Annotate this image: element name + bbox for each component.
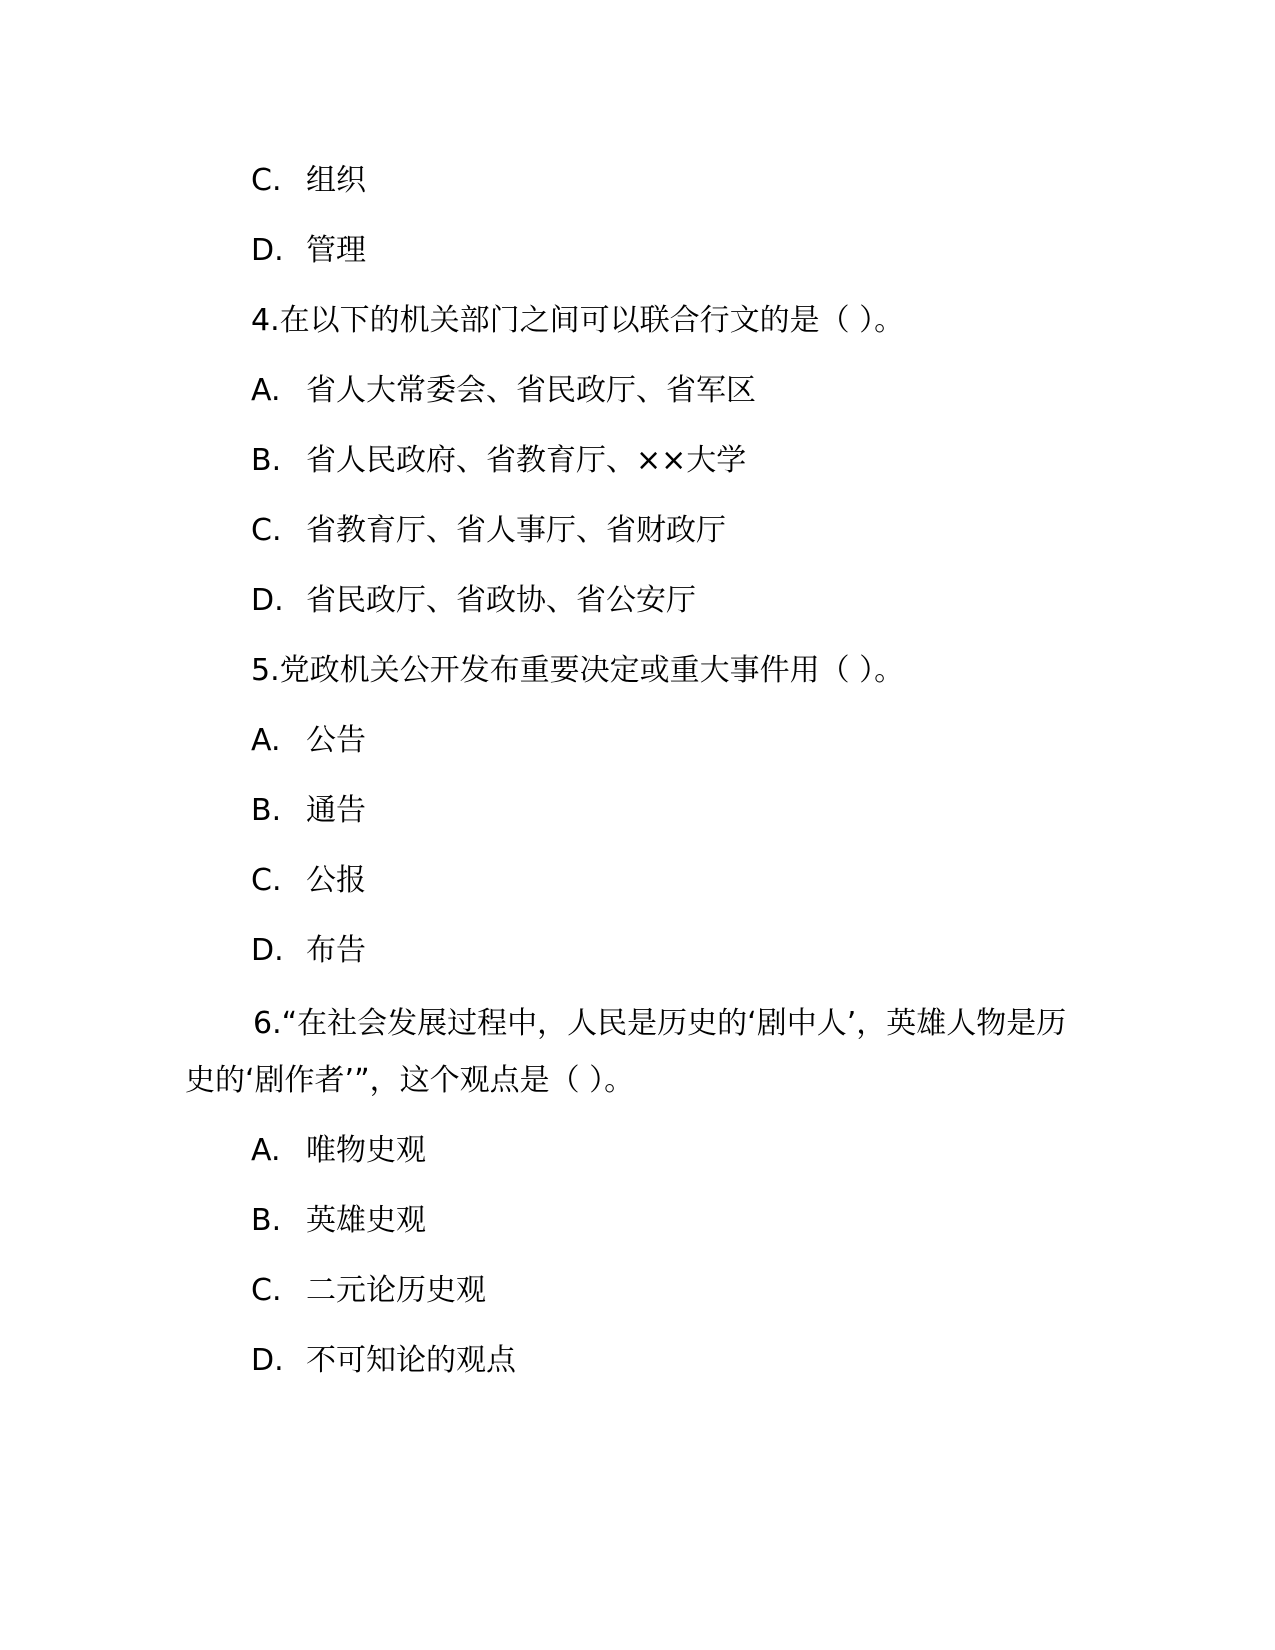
- option-letter: A.: [251, 373, 281, 408]
- option-prev-d: [251, 231, 366, 271]
- question-4-option-d: [251, 581, 696, 621]
- question-6-option-a: [251, 1131, 426, 1171]
- option-prev-c: [251, 161, 366, 201]
- option-letter: B.: [251, 793, 282, 828]
- question-5-option-d: [251, 931, 366, 971]
- option-letter: C.: [251, 863, 282, 898]
- option-text: 布告: [306, 933, 366, 968]
- option-text: 管理: [306, 233, 366, 268]
- option-text: 公报: [306, 863, 366, 898]
- question-6-option-b: [251, 1201, 426, 1241]
- option-letter: D.: [251, 933, 284, 968]
- option-text: 组织: [306, 163, 366, 198]
- option-text: 通告: [306, 793, 366, 828]
- question-4-option-a: [251, 371, 756, 411]
- option-text: 省人大常委会、省民政厅、省军区: [306, 373, 756, 408]
- option-letter: C.: [251, 163, 282, 198]
- question-6-stem: 6.“在社会发展过程中，人民是历史的‘剧中人’，英雄人物是历史的‘剧作者’”，这个观点是（ ）。: [185, 1006, 1067, 1098]
- option-letter: D.: [251, 583, 284, 618]
- option-text: 唯物史观: [306, 1133, 426, 1168]
- option-letter: D.: [251, 1343, 284, 1378]
- option-letter: D.: [251, 233, 284, 268]
- option-text: 省民政厅、省政协、省公安厅: [306, 583, 696, 618]
- question-5-option-c: [251, 861, 366, 901]
- option-letter: C.: [251, 1273, 282, 1308]
- option-text: 省教育厅、省人事厅、省财政厅: [306, 513, 726, 548]
- option-text: 二元论历史观: [306, 1273, 486, 1308]
- option-text: 英雄史观: [306, 1203, 426, 1238]
- question-4-option-b: [251, 441, 746, 481]
- question-4-stem: 4.在以下的机关部门之间可以联合行文的是（ ）。: [251, 303, 905, 338]
- option-letter: B.: [251, 443, 282, 478]
- option-letter: A.: [251, 1133, 281, 1168]
- option-letter: A.: [251, 723, 281, 758]
- option-text: 不可知论的观点: [306, 1343, 516, 1378]
- question-5-option-a: [251, 721, 366, 761]
- question-6-option-d: [251, 1341, 516, 1381]
- question-5-option-b: [251, 791, 366, 831]
- option-text: 公告: [306, 723, 366, 758]
- option-letter: C.: [251, 513, 282, 548]
- question-6-option-c: [251, 1271, 486, 1311]
- option-letter: B.: [251, 1203, 282, 1238]
- option-text: 省人民政府、省教育厅、××大学: [306, 443, 747, 478]
- question-4-option-c: [251, 511, 726, 551]
- question-5-stem: 5.党政机关公开发布重要决定或重大事件用（ ）。: [251, 653, 905, 688]
